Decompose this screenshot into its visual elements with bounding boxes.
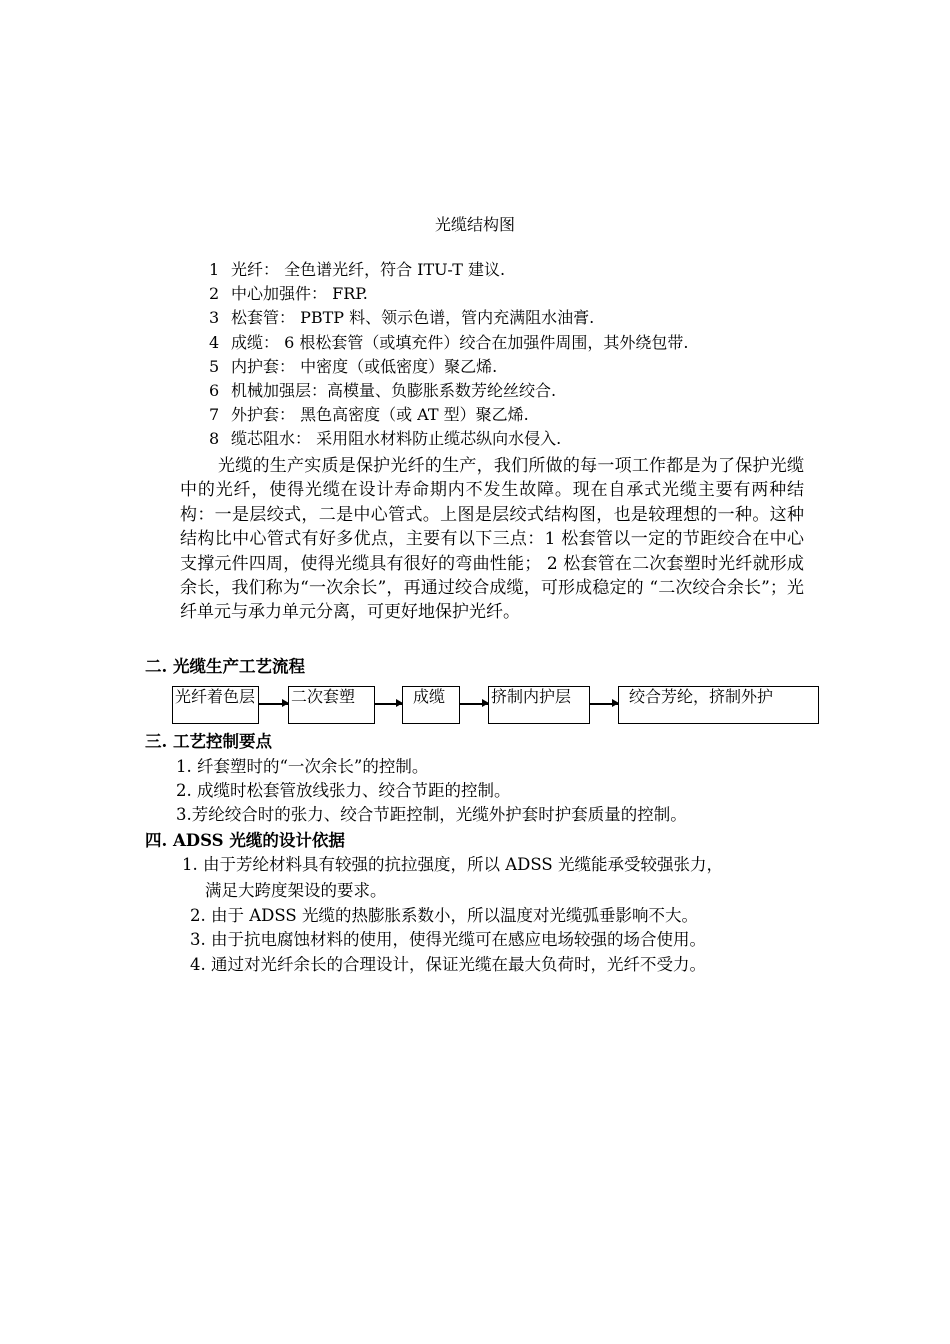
list-item-continuation: 满足大跨度架设的要求。	[205, 881, 387, 900]
section-heading-control-points: 三. 工艺控制要点	[145, 732, 272, 751]
flow-arrow	[375, 703, 402, 705]
flow-step-box: 绞合芳纶，挤制外护	[618, 686, 819, 724]
legend-item: 4 成缆： 6 根松套管（或填充件）绞合在加强件周围，其外绕包带.	[209, 332, 689, 352]
list-item: 3.芳纶绞合时的张力、绞合节距控制，光缆外护套时护套质量的控制。	[176, 805, 687, 824]
legend-item: 8 缆芯阻水： 采用阻水材料防止缆芯纵向水侵入.	[209, 429, 562, 449]
list-item: 2. 由于 ADSS 光缆的热膨胀系数小，所以温度对光缆弧垂影响不大。	[190, 906, 698, 925]
structure-legend	[209, 258, 688, 452]
legend-item: 5 内护套： 中密度（或低密度）聚乙烯.	[209, 356, 498, 376]
legend-item: 7 外护套： 黑色高密度（或 AT 型）聚乙烯.	[209, 405, 529, 425]
legend-item: 2 中心加强件： FRP.	[209, 284, 368, 304]
legend-item: 3 松套管： PBTP 料、领示色谱，管内充满阻水油膏.	[209, 308, 595, 328]
flow-step-box: 光纤着色层	[172, 686, 259, 724]
flow-step-box: 挤制内护层	[488, 686, 590, 724]
list-item: 3. 由于抗电腐蚀材料的使用，使得光缆可在感应电场较强的场合使用。	[190, 930, 706, 949]
flow-step-box: 二次套塑	[288, 686, 375, 724]
list-item: 4. 通过对光纤余长的合理设计，保证光缆在最大负荷时，光纤不受力。	[190, 955, 706, 974]
legend-item: 6 机械加强层：高模量、负膨胀系数芳纶丝绞合.	[209, 380, 557, 400]
list-item: 2. 成缆时松套管放线张力、绞合节距的控制。	[176, 781, 511, 800]
list-item: 1. 纤套塑时的“一次余长”的控制。	[176, 757, 429, 776]
list-item: 1. 由于芳纶材料具有较强的抗拉强度，所以 ADSS 光缆能承受较强张力，	[182, 855, 723, 874]
flow-arrow	[259, 703, 288, 705]
figure-title: 光缆结构图	[434, 215, 515, 234]
flow-arrow	[460, 703, 488, 705]
legend-item: 1 光纤： 全色谱光纤，符合 ITU-T 建议.	[209, 260, 506, 279]
body-paragraph: 光缆的生产实质是保护光纤的生产，我们所做的每一项工作都是为了保护光缆中的光纤，使得光缆在设计寿命期内不发生故障。现在自承式光缆主要有两种结构：一是层绞式，二是中心管式。上图是层绞式结构图，也是较理想的一种。这种结构比中心管式有好多优点，主要有以下三点：1 松套管以一定的节距绞合在中心支撑元件四周，使得光缆具有很好的弯曲性能； 2 松套管在二次套塑时光纤就形成余长，我们称为“一次余长”，再通过绞合成缆，可形成稳定的 “二次绞合余长”；光纤单元与承力单元分离，可更好地保护光纤。	[180, 456, 804, 623]
section-heading-adss-design: 四. ADSS 光缆的设计依据	[145, 831, 345, 850]
section-heading-process-flow: 二. 光缆生产工艺流程	[145, 657, 305, 676]
flow-step-box: 成缆	[402, 686, 460, 724]
flow-arrow	[590, 703, 618, 705]
